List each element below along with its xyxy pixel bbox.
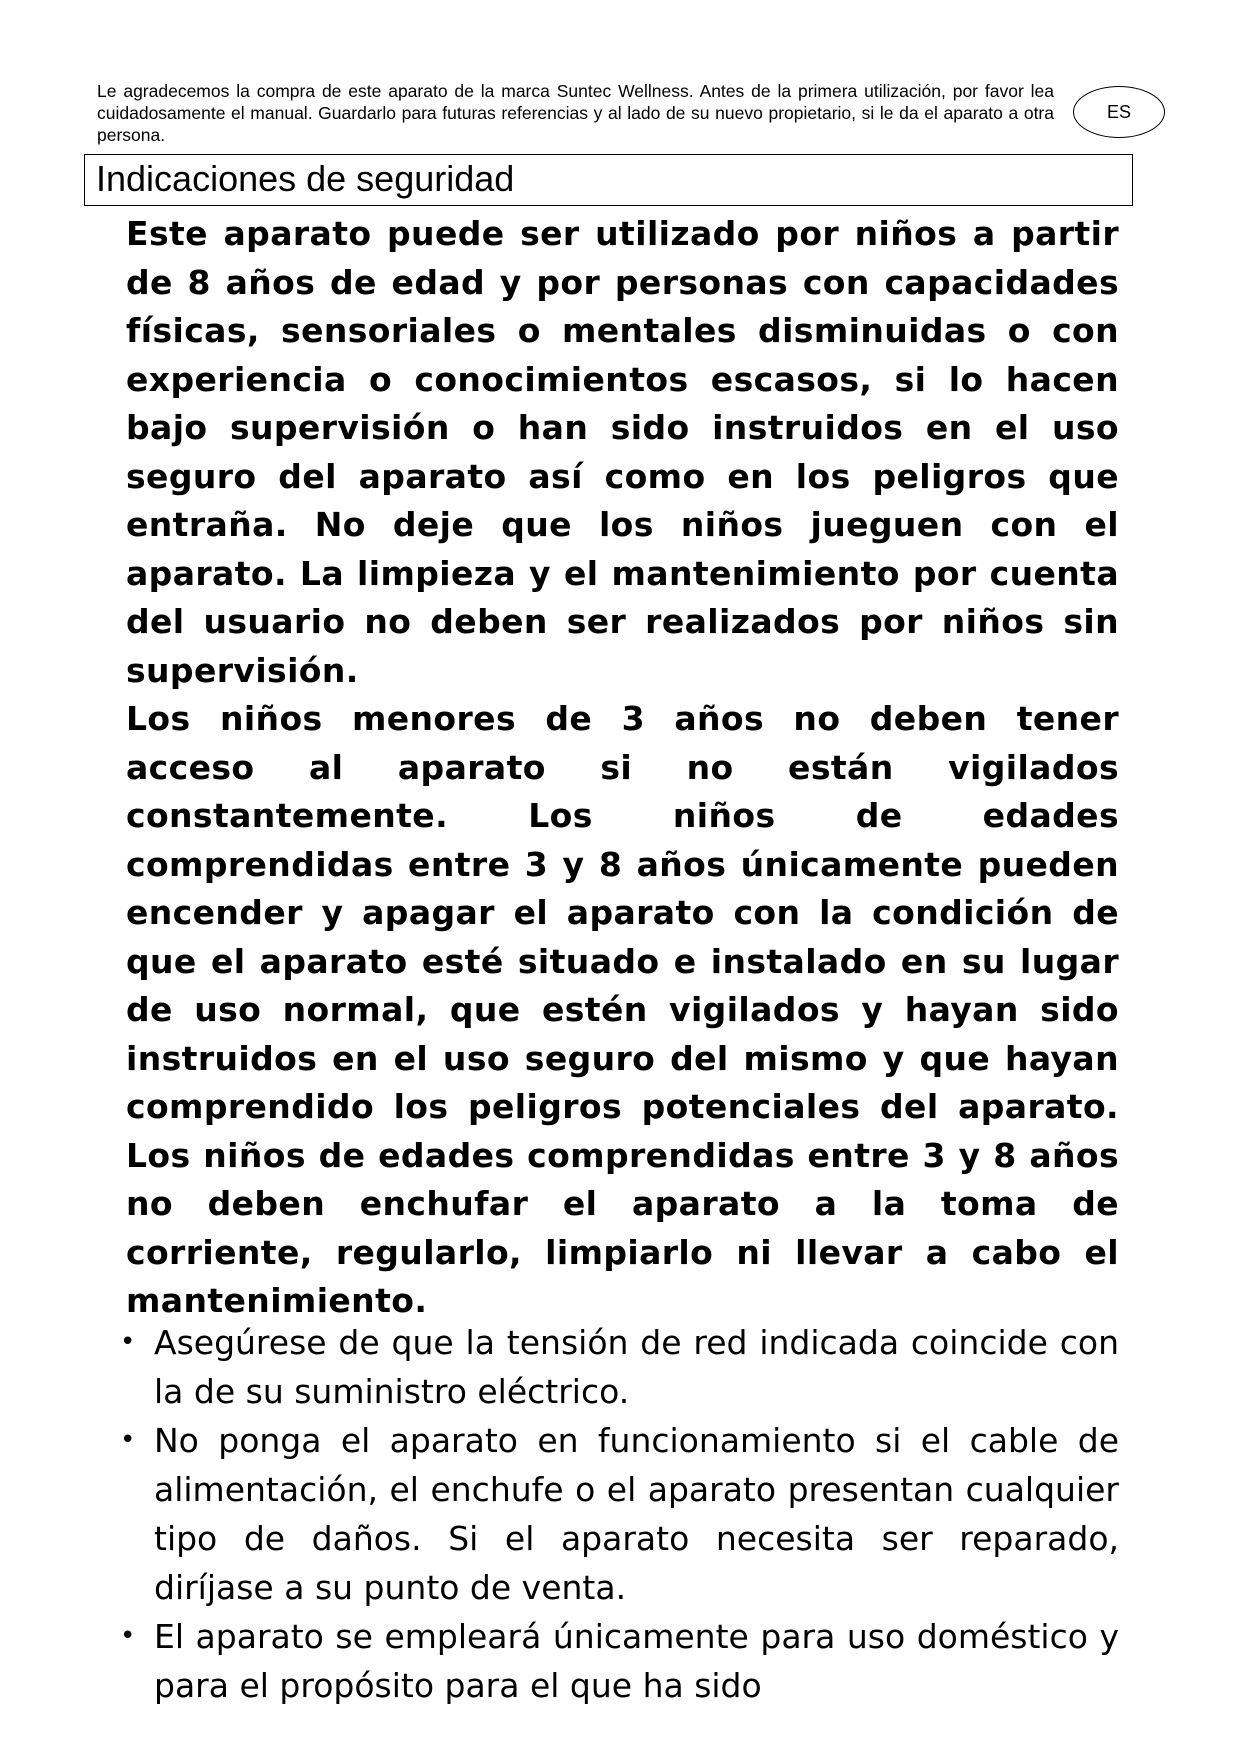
warning-paragraph-children-3: Los niños menores de 3 años no deben tener acceso al aparato si no están vigilados constantemente. Los niños de edades comprendidas entre 3 y 8 años únicamente pueden encender y apagar el aparato con la condición de que el aparato esté situado e instalado en su lugar de uso normal, que estén vigilados y hayan sido instruidos en el uso seguro del mismo y que hayan comprendido los peligros potenciales del aparato. Los niños de edades comprendidas entre 3 y 8 años no deben enchufar el aparato a la toma de corriente, regularlo, limpiarlo ni llevar a cabo el mantenimiento. — [126, 699, 1119, 1320]
list-item — [120, 1318, 1119, 1416]
bullet-text: No ponga el aparato en funcionamiento si el cable de alimentación, el enchufe o el aparato presentan cualquier tipo de daños. Si el aparato necesita ser reparado, diríjase a su punto de venta. — [154, 1421, 1119, 1607]
bullet-text: El aparato se empleará únicamente para uso doméstico y para el propósito para el que ha sido — [154, 1617, 1119, 1705]
intro-text: Le agradecemos la compra de este aparato de la marca Suntec Wellness. Antes de la primera utilización, por favor lea cuidadosamente el manual. Guardarlo para futuras referencias y al lado de su nuevo propietario, si le da el aparato a otra persona. — [97, 81, 1054, 145]
bullet-text: Asegúrese de que la tensión de red indicada coincide con la de su suministro eléctrico. — [154, 1323, 1119, 1411]
section-title: Indicaciones de seguridad — [96, 158, 515, 199]
list-item — [120, 1612, 1119, 1710]
safety-warning-text — [126, 210, 1119, 1326]
safety-bullet-list — [120, 1318, 1119, 1710]
bullet-icon: • — [120, 1621, 136, 1651]
bullet-icon: • — [120, 1425, 136, 1455]
warning-paragraph-children-8: Este aparato puede ser utilizado por niños a partir de 8 años de edad y por personas con capacidades físicas, sensoriales o mentales disminuidas o con experiencia o conocimientos escasos, si lo hacen bajo supervisión o han sido instruidos en el uso seguro del aparato así como en los peligros que entraña. No deje que los niños jueguen con el aparato. La limpieza y el mantenimiento por cuenta del usuario no deben ser realizados por niños sin supervisión. — [126, 214, 1119, 690]
language-badge: ES — [1073, 86, 1165, 138]
list-item — [120, 1416, 1119, 1612]
bullet-icon: • — [120, 1327, 136, 1357]
